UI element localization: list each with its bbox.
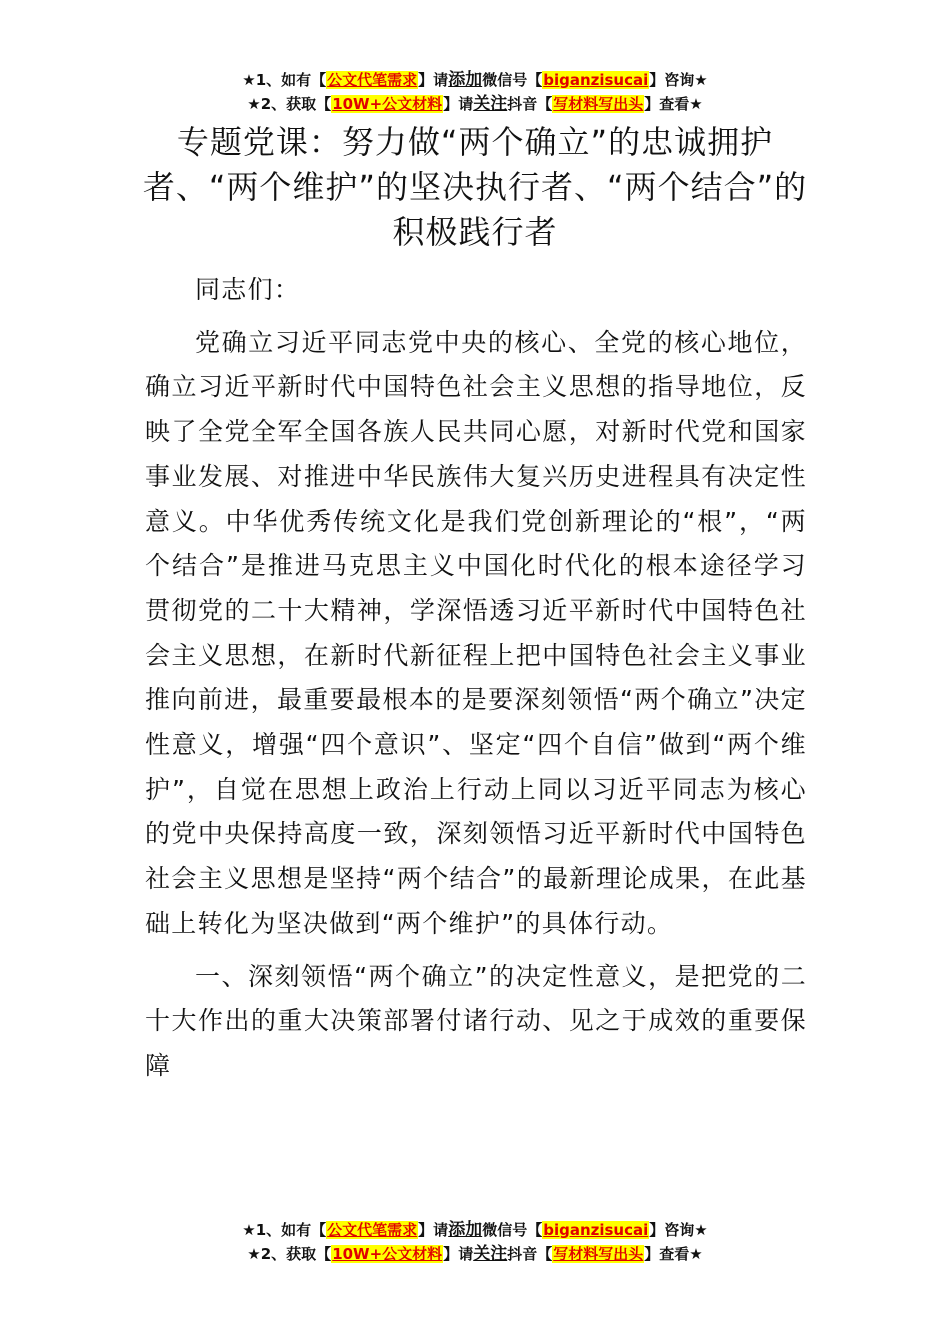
underlined-text: 添加 [448, 70, 483, 90]
salutation: 同志们： [195, 275, 301, 304]
banner-text: 】咨询★ [649, 71, 708, 89]
banner-text: ★2、获取【 [247, 95, 332, 113]
douyin-id: 写材料写出头 [553, 95, 644, 113]
banner-text: 】查看★ [644, 1245, 703, 1263]
wechat-id: biganzisucai [543, 71, 649, 89]
highlight-text: 10W+公文材料 [332, 1245, 443, 1263]
section-heading: 一、深刻领悟“两个确立”的决定性意义，是把党的二十大作出的重大决策部署付诸行动、见之于成效的重要保障 [145, 961, 807, 1080]
banner-text: 】咨询★ [649, 1221, 708, 1239]
document-body [145, 268, 807, 1097]
banner-text: 】请 [418, 1221, 449, 1239]
banner-text: 】请 [418, 71, 449, 89]
douyin-id: 写材料写出头 [553, 1245, 644, 1263]
document-title: 专题党课：努力做“两个确立”的忠诚拥护者、“两个维护”的坚决执行者、“两个结合”的积极践行者 [142, 123, 808, 251]
banner-line-1 [0, 68, 950, 92]
underlined-text: 关注 [473, 1244, 508, 1264]
body-paragraph: 党确立习近平同志党中央的核心、全党的核心地位，确立习近平新时代中国特色社会主义思想的指导地位，反映了全党全军全国各族人民共同心愿，对新时代党和国家事业发展、对推进中华民族伟大复兴历史进程具有决定性意义。中华优秀传统文化是我们党创新理论的“根”，“两个结合”是推进马克思主义中国化时代化的根本途径学习贯彻党的二十大精神，学深悟透习近平新时代中国特色社会主义思想，在新时代新征程上把中国特色社会主义事业推向前进，最重要最根本的是要深刻领悟“两个确立”决定性意义，增强“四个意识”、坚定“四个自信”做到“两个维护”，自觉在思想上政治上行动上同以习近平同志为核心的党中央保持高度一致，深刻领悟习近平新时代中国特色社会主义思想是坚持“两个结合”的最新理论成果，在此基础上转化为坚决做到“两个维护”的具体行动。 [145, 327, 807, 938]
banner-text: ★1、如有【 [242, 71, 327, 89]
banner-line-1 [0, 1218, 950, 1242]
banner-text: 】请 [443, 1245, 474, 1263]
banner-text: ★1、如有【 [242, 1221, 327, 1239]
banner-text: 】查看★ [644, 95, 703, 113]
banner-text: 微信号【 [482, 1221, 543, 1239]
highlight-text: 公文代笔需求 [327, 71, 418, 89]
underlined-text: 添加 [448, 1220, 483, 1240]
footer-banner [0, 1218, 950, 1266]
banner-text: ★2、获取【 [247, 1245, 332, 1263]
highlight-text: 公文代笔需求 [327, 1221, 418, 1239]
highlight-text: 10W+公文材料 [332, 95, 443, 113]
wechat-id: biganzisucai [543, 1221, 649, 1239]
banner-text: 】请 [443, 95, 474, 113]
underlined-text: 关注 [473, 94, 508, 114]
header-banner [0, 68, 950, 116]
banner-line-2 [0, 92, 950, 116]
banner-text: 抖音【 [507, 1245, 553, 1263]
banner-line-2 [0, 1242, 950, 1266]
banner-text: 微信号【 [482, 71, 543, 89]
banner-text: 抖音【 [507, 95, 553, 113]
